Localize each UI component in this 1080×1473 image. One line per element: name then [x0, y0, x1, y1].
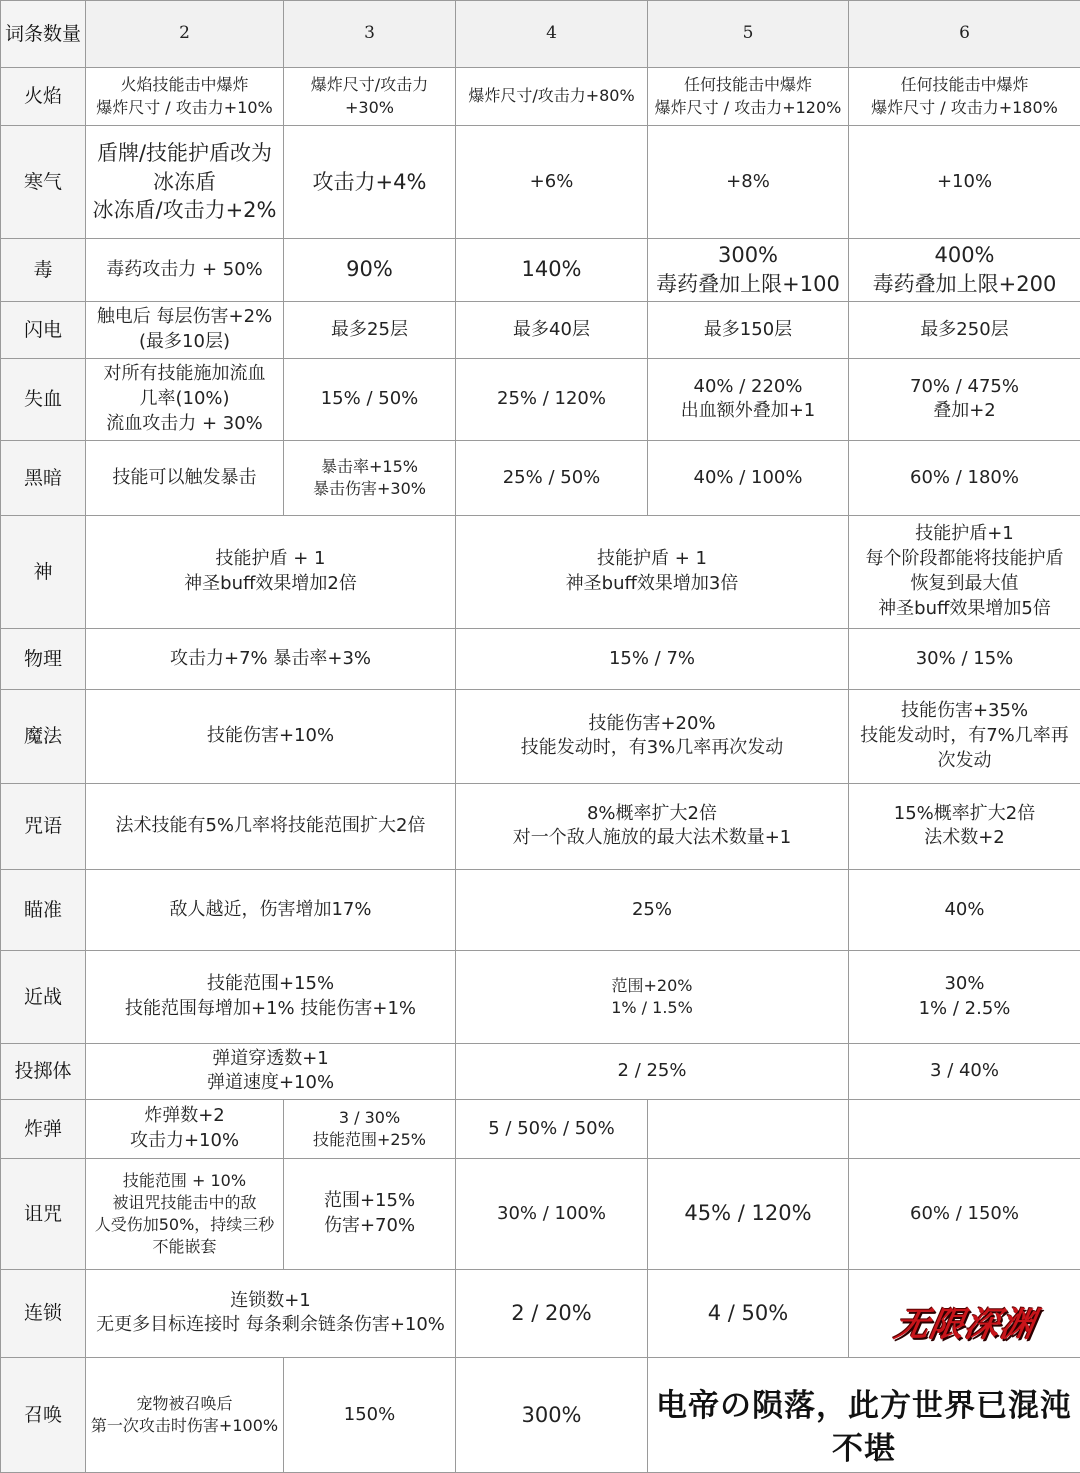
- melee-cell-6: 30% 1% / 2.5%: [849, 950, 1080, 1043]
- col-header-3: 3: [284, 1, 456, 68]
- poison-cell-5: 300% 毒药叠加上限+100: [648, 239, 849, 302]
- row-physical: [1, 628, 1080, 689]
- cold-cell-2: 盾牌/技能护盾改为 冰冻盾 冰冻盾/攻击力+2%: [86, 126, 284, 239]
- col-header-5: 5: [648, 1, 849, 68]
- physical-cell-4-5: 15% / 7%: [456, 628, 849, 689]
- row-label-lightning: 闪电: [1, 301, 86, 358]
- bomb-cell-2: 炸弹数+2 攻击力+10%: [86, 1099, 284, 1158]
- col-header-6: 6: [849, 1, 1080, 68]
- dark-cell-3: 暴击率+15% 暴击伤害+30%: [284, 440, 456, 515]
- row-poison: [1, 239, 1080, 302]
- bomb-cell-6: [849, 1099, 1080, 1158]
- fire-cell-5: 任何技能击中爆炸 爆炸尺寸 / 攻击力+120%: [648, 68, 849, 126]
- cold-cell-6: +10%: [849, 126, 1080, 239]
- row-label-poison: 毒: [1, 239, 86, 302]
- cold-cell-5: +8%: [648, 126, 849, 239]
- projectile-cell-4-5: 2 / 25%: [456, 1043, 849, 1099]
- curse-cell-3: 范围+15% 伤害+70%: [284, 1158, 456, 1269]
- curse-cell-4: 30% / 100%: [456, 1158, 648, 1269]
- row-aim: [1, 869, 1080, 950]
- game-logo: 无限深渊: [890, 1302, 1038, 1349]
- spell-cell-6: 15%概率扩大2倍 法术数+2: [849, 783, 1080, 869]
- bleed-cell-4: 25% / 120%: [456, 358, 648, 440]
- row-holy: [1, 515, 1080, 628]
- row-label-chain: 连锁: [1, 1269, 86, 1357]
- fire-cell-2: 火焰技能击中爆炸 爆炸尺寸 / 攻击力+10%: [86, 68, 284, 126]
- aim-cell-4-5: 25%: [456, 869, 849, 950]
- summon-slogan-cell: [648, 1357, 1080, 1472]
- header-row: [1, 1, 1080, 68]
- fire-cell-6: 任何技能击中爆炸 爆炸尺寸 / 攻击力+180%: [849, 68, 1080, 126]
- aim-cell-2-3: 敌人越近，伤害增加17%: [86, 869, 456, 950]
- melee-cell-4-5: 范围+20% 1% / 1.5%: [456, 950, 849, 1043]
- cold-cell-3: 攻击力+4%: [284, 126, 456, 239]
- holy-cell-6: 技能护盾+1 每个阶段都能将技能护盾 恢复到最大值 神圣buff效果增加5倍: [849, 515, 1080, 628]
- row-projectile: [1, 1043, 1080, 1099]
- slogan-text: 电帝の陨落，此方世界已混沌不堪: [656, 1388, 1072, 1467]
- lightning-cell-5: 最多150层: [648, 301, 849, 358]
- row-label-fire: 火焰: [1, 68, 86, 126]
- row-bleed: [1, 358, 1080, 440]
- physical-cell-6: 30% / 15%: [849, 628, 1080, 689]
- cold-cell-4: +6%: [456, 126, 648, 239]
- bleed-cell-2: 对所有技能施加流血 几率(10%) 流血攻击力 + 30%: [86, 358, 284, 440]
- fire-cell-4: 爆炸尺寸/攻击力+80%: [456, 68, 648, 126]
- row-label-melee: 近战: [1, 950, 86, 1043]
- physical-cell-2-3: 攻击力+7% 暴击率+3%: [86, 628, 456, 689]
- row-label-bomb: 炸弹: [1, 1099, 86, 1158]
- row-dark: [1, 440, 1080, 515]
- row-melee: [1, 950, 1080, 1043]
- row-label-magic: 魔法: [1, 689, 86, 783]
- projectile-cell-6: 3 / 40%: [849, 1043, 1080, 1099]
- chain-cell-5: 4 / 50%: [648, 1269, 849, 1357]
- row-magic: [1, 689, 1080, 783]
- row-label-dark: 黑暗: [1, 440, 86, 515]
- lightning-cell-6: 最多250层: [849, 301, 1080, 358]
- lightning-cell-4: 最多40层: [456, 301, 648, 358]
- dark-cell-5: 40% / 100%: [648, 440, 849, 515]
- bleed-cell-6: 70% / 475% 叠加+2: [849, 358, 1080, 440]
- holy-cell-2-3: 技能护盾 + 1 神圣buff效果增加2倍: [86, 515, 456, 628]
- row-cold: [1, 126, 1080, 239]
- header-label: 词条数量: [1, 1, 86, 68]
- lightning-cell-2: 触电后 每层伤害+2% (最多10层): [86, 301, 284, 358]
- curse-cell-5: 45% / 120%: [648, 1158, 849, 1269]
- row-label-aim: 瞄准: [1, 869, 86, 950]
- row-label-physical: 物理: [1, 628, 86, 689]
- row-label-curse: 诅咒: [1, 1158, 86, 1269]
- aim-cell-6: 40%: [849, 869, 1080, 950]
- poison-cell-6: 400% 毒药叠加上限+200: [849, 239, 1080, 302]
- fire-cell-3: 爆炸尺寸/攻击力+30%: [284, 68, 456, 126]
- summon-cell-4: 300%: [456, 1357, 648, 1472]
- row-label-bleed: 失血: [1, 358, 86, 440]
- bomb-cell-4: 5 / 50% / 50%: [456, 1099, 648, 1158]
- row-bomb: [1, 1099, 1080, 1158]
- row-label-spell: 咒语: [1, 783, 86, 869]
- holy-cell-4-5: 技能护盾 + 1 神圣buff效果增加3倍: [456, 515, 849, 628]
- row-label-holy: 神: [1, 515, 86, 628]
- poison-cell-3: 90%: [284, 239, 456, 302]
- row-label-cold: 寒气: [1, 126, 86, 239]
- bomb-cell-5: [648, 1099, 849, 1158]
- spell-cell-4-5: 8%概率扩大2倍 对一个敌人施放的最大法术数量+1: [456, 783, 849, 869]
- row-fire: [1, 68, 1080, 126]
- curse-cell-2: 技能范围 + 10% 被诅咒技能击中的敌 人受伤加50%，持续三秒 不能嵌套: [86, 1158, 284, 1269]
- row-curse: [1, 1158, 1080, 1269]
- bomb-cell-3: 3 / 30% 技能范围+25%: [284, 1099, 456, 1158]
- projectile-cell-2-3: 弹道穿透数+1 弹道速度+10%: [86, 1043, 456, 1099]
- chain-cell-6: [849, 1269, 1080, 1357]
- summon-cell-2: 宠物被召唤后 第一次攻击时伤害+100%: [86, 1357, 284, 1472]
- col-header-4: 4: [456, 1, 648, 68]
- row-summon: [1, 1357, 1080, 1472]
- col-header-2: 2: [86, 1, 284, 68]
- dark-cell-2: 技能可以触发暴击: [86, 440, 284, 515]
- row-label-projectile: 投掷体: [1, 1043, 86, 1099]
- chain-cell-4: 2 / 20%: [456, 1269, 648, 1357]
- poison-cell-2: 毒药攻击力 + 50%: [86, 239, 284, 302]
- bleed-cell-5: 40% / 220% 出血额外叠加+1: [648, 358, 849, 440]
- chain-cell-2-3: 连锁数+1 无更多目标连接时 每条剩余链条伤害+10%: [86, 1269, 456, 1357]
- spell-cell-2-3: 法术技能有5%几率将技能范围扩大2倍: [86, 783, 456, 869]
- curse-cell-6: 60% / 150%: [849, 1158, 1080, 1269]
- lightning-cell-3: 最多25层: [284, 301, 456, 358]
- poison-cell-4: 140%: [456, 239, 648, 302]
- row-lightning: [1, 301, 1080, 358]
- dark-cell-6: 60% / 180%: [849, 440, 1080, 515]
- row-label-summon: 召唤: [1, 1357, 86, 1472]
- row-chain: [1, 1269, 1080, 1357]
- summon-cell-3: 150%: [284, 1357, 456, 1472]
- magic-cell-2-3: 技能伤害+10%: [86, 689, 456, 783]
- magic-cell-4-5: 技能伤害+20% 技能发动时，有3%几率再次发动: [456, 689, 849, 783]
- melee-cell-2-3: 技能范围+15% 技能范围每增加+1% 技能伤害+1%: [86, 950, 456, 1043]
- magic-cell-6: 技能伤害+35% 技能发动时，有7%几率再 次发动: [849, 689, 1080, 783]
- dark-cell-4: 25% / 50%: [456, 440, 648, 515]
- row-spell: [1, 783, 1080, 869]
- bleed-cell-3: 15% / 50%: [284, 358, 456, 440]
